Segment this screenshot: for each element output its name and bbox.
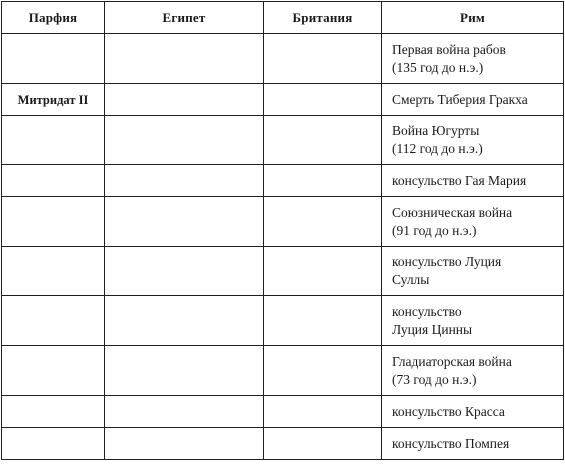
egypt-cell xyxy=(105,34,264,84)
britain-cell xyxy=(264,296,382,346)
chronology-table xyxy=(1,1,564,460)
rome-event-line: Первая война рабов xyxy=(392,41,506,57)
rome-event-date: (73 год до н.э.) xyxy=(392,371,477,387)
rome-event-line: консульство xyxy=(392,303,462,319)
table-row xyxy=(2,84,564,116)
egypt-cell xyxy=(105,428,264,460)
rome-cell xyxy=(382,34,564,84)
britain-cell xyxy=(264,165,382,197)
britain-cell xyxy=(264,428,382,460)
egypt-cell xyxy=(105,116,264,165)
column-header-britain: Британия xyxy=(264,2,382,34)
rome-event-line: Луция Цинны xyxy=(392,321,473,337)
rome-event-line: консульство Красса xyxy=(392,403,505,419)
britain-cell xyxy=(264,197,382,247)
table-row xyxy=(2,34,564,84)
parthia-cell xyxy=(2,396,105,428)
column-header-rome: Рим xyxy=(382,2,564,34)
rome-event-date: (91 год до н.э.) xyxy=(392,222,477,238)
column-header-parthia: Парфия xyxy=(2,2,105,34)
egypt-cell xyxy=(105,247,264,296)
table-row xyxy=(2,396,564,428)
table-row xyxy=(2,116,564,165)
column-header-egypt: Египет xyxy=(105,2,264,34)
britain-cell xyxy=(264,116,382,165)
rome-event-line: консульство Помпея xyxy=(392,435,510,451)
parthia-cell: Митридат II xyxy=(2,84,105,116)
table-row xyxy=(2,296,564,346)
rome-cell xyxy=(382,116,564,165)
parthia-cell xyxy=(2,247,105,296)
egypt-cell xyxy=(105,346,264,396)
rome-event-date: (135 год до н.э.) xyxy=(392,59,484,75)
parthia-cell xyxy=(2,346,105,396)
parthia-cell xyxy=(2,428,105,460)
rome-event-line: Гладиаторская война xyxy=(392,353,512,369)
britain-cell xyxy=(264,346,382,396)
rome-cell xyxy=(382,247,564,296)
egypt-cell xyxy=(105,84,264,116)
rome-cell xyxy=(382,165,564,197)
header-row xyxy=(2,2,564,34)
egypt-cell xyxy=(105,296,264,346)
britain-cell xyxy=(264,34,382,84)
table-row xyxy=(2,428,564,460)
rome-event-line: Смерть Тиберия Гракха xyxy=(392,91,528,107)
parthia-cell xyxy=(2,197,105,247)
parthia-cell xyxy=(2,116,105,165)
rome-cell xyxy=(382,396,564,428)
rome-cell xyxy=(382,84,564,116)
rome-cell xyxy=(382,428,564,460)
rome-event-line: Союзническая война xyxy=(392,204,513,220)
egypt-cell xyxy=(105,165,264,197)
britain-cell xyxy=(264,396,382,428)
rome-event-date: (112 год до н.э.) xyxy=(392,141,483,156)
rome-cell xyxy=(382,197,564,247)
rome-event-line: консульство Гая Мария xyxy=(392,172,527,188)
table-row xyxy=(2,247,564,296)
egypt-cell xyxy=(105,396,264,428)
rome-event-line: Война Югурты xyxy=(392,123,480,138)
rome-cell xyxy=(382,346,564,396)
rome-cell xyxy=(382,296,564,346)
parthia-cell xyxy=(2,165,105,197)
britain-cell xyxy=(264,247,382,296)
rome-event-line: консульство Луция xyxy=(392,254,502,269)
table-row xyxy=(2,165,564,197)
egypt-cell xyxy=(105,197,264,247)
table-row xyxy=(2,197,564,247)
britain-cell xyxy=(264,84,382,116)
parthia-cell xyxy=(2,34,105,84)
rome-event-line: Суллы xyxy=(392,272,430,287)
table-row xyxy=(2,346,564,396)
parthia-cell xyxy=(2,296,105,346)
